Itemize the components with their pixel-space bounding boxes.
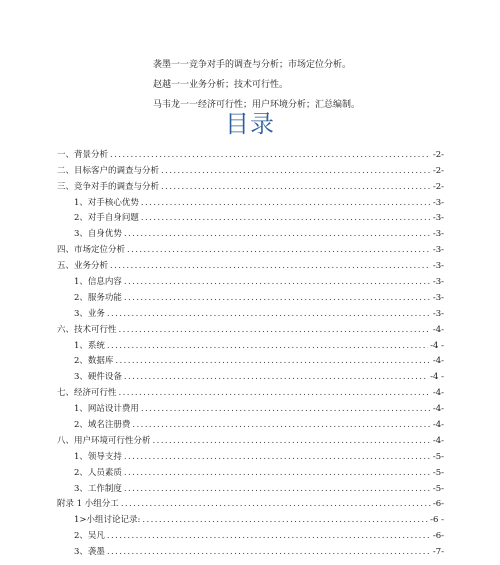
toc-entry[interactable] [57, 367, 444, 383]
toc-dot-leader [110, 261, 431, 272]
toc-entry[interactable] [57, 224, 444, 240]
toc-entry-label: 2、对手自身问题 [74, 213, 139, 224]
toc-entry[interactable] [57, 145, 444, 161]
credit-line: 马韦龙一一经济可行性；用户环境分析；汇总编制。 [153, 100, 361, 110]
toc-entry-label: 3、自身优势 [74, 229, 122, 240]
toc-entry-label: 3、业务 [74, 308, 105, 319]
toc-entry-label: 1、领导支持 [74, 451, 122, 462]
toc-entry-label: 四、市场定位分析 [57, 245, 126, 256]
toc-entry[interactable] [57, 447, 444, 463]
toc-entry[interactable] [57, 256, 444, 272]
toc-dot-leader [127, 245, 431, 256]
toc-entry-page: -3- [432, 197, 444, 208]
toc-entry-label: 2、数据库 [74, 356, 114, 367]
toc-dot-leader [124, 372, 428, 383]
toc-entry-page: -7- [432, 547, 444, 558]
toc-entry-page: -3- [432, 292, 444, 303]
toc-dot-leader [124, 229, 431, 240]
toc-entry[interactable] [57, 240, 444, 256]
toc-entry[interactable] [57, 352, 444, 368]
toc-entry[interactable] [57, 177, 444, 193]
toc-entry-label: 一、背景分析 [57, 149, 109, 160]
toc-entry[interactable] [57, 431, 444, 447]
toc-entry-page: -4- [432, 420, 444, 431]
toc-entry-label: 3、袭墨 [74, 547, 105, 558]
toc-entry-page: -3- [432, 277, 444, 288]
toc-entry[interactable] [57, 272, 444, 288]
toc-entry-page: -4- [432, 324, 444, 335]
toc-dot-leader [141, 404, 431, 415]
toc-dot-leader [107, 309, 431, 320]
toc-entry-label: 七、经济可行性 [57, 388, 117, 399]
toc-entry[interactable] [57, 209, 444, 225]
toc-dot-leader [132, 420, 430, 431]
toc-dot-leader [124, 468, 431, 479]
toc-dot-leader [107, 531, 431, 542]
toc-dot-leader [121, 499, 431, 510]
toc-entry[interactable] [57, 383, 444, 399]
toc-entry[interactable] [57, 288, 444, 304]
toc-entry-page: -5- [432, 467, 444, 478]
toc-entry-page: -5- [432, 483, 444, 494]
toc-entry-label: 1>小组讨论记录: [74, 515, 141, 526]
table-of-contents [57, 145, 444, 558]
toc-dot-leader [124, 452, 431, 463]
toc-entry-page: -4- [432, 388, 444, 399]
toc-dot-leader [142, 515, 428, 526]
toc-dot-leader [141, 198, 431, 209]
toc-entry[interactable] [57, 161, 444, 177]
toc-entry[interactable] [57, 193, 444, 209]
toc-entry-page: -4- [432, 435, 444, 446]
toc-entry[interactable] [57, 336, 444, 352]
toc-entry-label: 1、信息内容 [74, 277, 122, 288]
toc-entry-page: -2- [432, 181, 444, 192]
toc-entry-page: -4 - [430, 340, 444, 351]
toc-entry[interactable] [57, 463, 444, 479]
toc-entry-label: 1、对手核心优势 [74, 197, 139, 208]
toc-entry-page: -4 - [430, 372, 444, 383]
toc-entry-label: 六、技术可行性 [57, 324, 117, 335]
toc-entry[interactable] [57, 495, 444, 511]
toc-dot-leader [161, 182, 431, 193]
toc-entry[interactable] [57, 304, 444, 320]
toc-entry-page: -2- [432, 165, 444, 176]
toc-dot-leader [119, 388, 431, 399]
toc-entry-label: 二、目标客户的调查与分析 [57, 165, 160, 176]
toc-dot-leader [124, 293, 431, 304]
toc-entry-label: 3、工作制度 [74, 483, 122, 494]
toc-entry-label: 2、域名注册费 [74, 420, 131, 431]
toc-dot-leader [124, 484, 431, 495]
toc-entry-page: -6- [432, 499, 444, 510]
toc-dot-leader [124, 277, 431, 288]
toc-entry-page: -4- [432, 356, 444, 367]
toc-entry-label: 八、用户环境可行性分析 [57, 435, 151, 446]
toc-dot-leader [115, 356, 430, 367]
toc-entry-label: 2、人员素质 [74, 467, 122, 478]
toc-dot-leader [119, 325, 431, 336]
toc-dot-leader [107, 341, 428, 352]
toc-entry-label: 五、业务分析 [57, 261, 109, 272]
author-credits [153, 55, 453, 115]
toc-entry[interactable] [57, 399, 444, 415]
toc-entry-label: 1、系统 [74, 340, 105, 351]
toc-entry[interactable] [57, 320, 444, 336]
toc-entry-label: 三、竞争对手的调查与分析 [57, 181, 160, 192]
credit-line: 袭墨一一竞争对手的调查与分析；市场定位分析。 [153, 60, 352, 70]
toc-dot-leader [153, 436, 431, 447]
toc-entry[interactable] [57, 526, 444, 542]
toc-entry[interactable] [57, 479, 444, 495]
toc-dot-leader [141, 213, 431, 224]
toc-entry[interactable] [57, 415, 444, 431]
credit-line: 赵越一一业务分析；技术可行性。 [153, 80, 289, 90]
toc-title: 目录 [225, 110, 275, 138]
toc-dot-leader [110, 150, 431, 161]
toc-entry-label: 附录 1 小组分工 [57, 499, 119, 510]
toc-entry-label: 2、吴凡 [74, 531, 105, 542]
toc-entry[interactable] [57, 542, 444, 558]
toc-entry-label: 3、硬件设备 [74, 372, 122, 383]
toc-dot-leader [161, 166, 431, 177]
toc-entry-page: -4- [432, 404, 444, 415]
toc-entry-label: 1、网站设计费用 [74, 404, 139, 415]
toc-entry-label: 2、服务功能 [74, 292, 122, 303]
toc-entry-page: -3- [432, 261, 444, 272]
toc-entry[interactable] [57, 510, 444, 526]
toc-entry-page: -3- [432, 213, 444, 224]
toc-entry-page: -3- [432, 308, 444, 319]
toc-entry-page: -2- [432, 149, 444, 160]
toc-dot-leader [107, 547, 431, 558]
toc-entry-page: -5- [432, 451, 444, 462]
toc-entry-page: -3- [432, 245, 444, 256]
toc-entry-page: -6 - [430, 515, 444, 526]
toc-entry-page: -6- [432, 531, 444, 542]
toc-entry-page: -3- [432, 229, 444, 240]
